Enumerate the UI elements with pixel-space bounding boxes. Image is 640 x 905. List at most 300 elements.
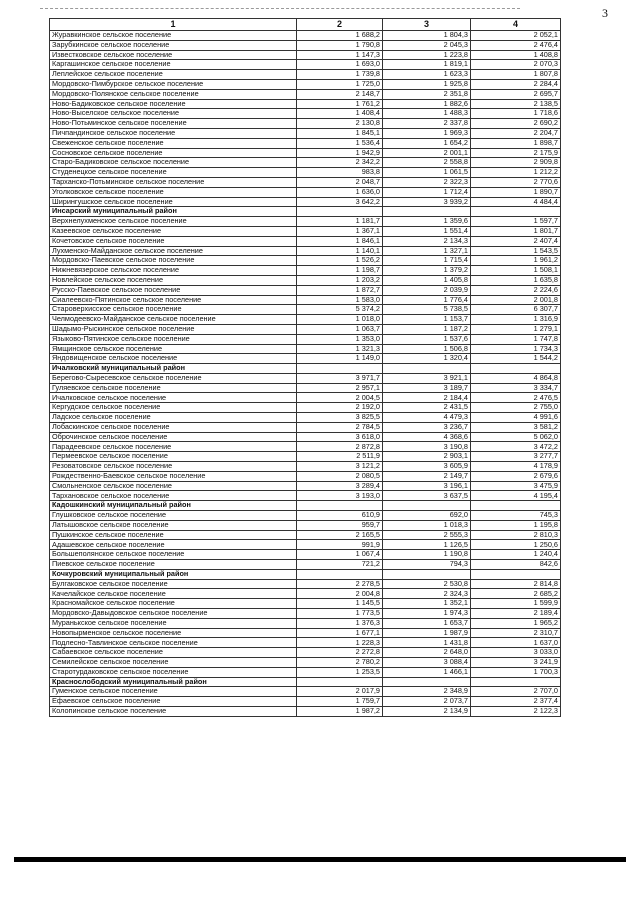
table-row	[50, 89, 561, 99]
settlement-name: Челмодеевско-Майданское сельское поселение	[50, 315, 297, 325]
empty-cell	[297, 364, 383, 374]
value-col-4: 2 685,2	[471, 589, 561, 599]
bottom-rule	[14, 857, 626, 862]
settlement-name: Казеевское сельское поселение	[50, 226, 297, 236]
settlement-name: Ново-Потьминское сельское поселение	[50, 119, 297, 129]
value-col-2: 1 739,8	[297, 70, 383, 80]
settlement-name: Лухменско-Майданское сельское поселение	[50, 246, 297, 256]
settlement-name: Старотурдаковское сельское поселение	[50, 667, 297, 677]
empty-cell	[383, 501, 471, 511]
table-row	[50, 99, 561, 109]
settlement-name: Пиевское сельское поселение	[50, 560, 297, 570]
value-col-2: 1 140,1	[297, 246, 383, 256]
value-col-4: 1 508,1	[471, 266, 561, 276]
value-col-2: 1 536,4	[297, 138, 383, 148]
empty-cell	[471, 207, 561, 217]
value-col-2: 3 642,2	[297, 197, 383, 207]
table-row	[50, 589, 561, 599]
value-col-3: 3 190,8	[383, 442, 471, 452]
table-row	[50, 706, 561, 716]
value-col-4: 2 476,5	[471, 393, 561, 403]
value-col-4: 2 476,4	[471, 40, 561, 50]
value-col-2: 991,9	[297, 540, 383, 550]
settlement-name: Качелайское сельское поселение	[50, 589, 297, 599]
value-col-3: 1 974,3	[383, 609, 471, 619]
value-col-4: 1 890,7	[471, 187, 561, 197]
settlement-name: Новопырменское сельское поселение	[50, 628, 297, 638]
value-col-4: 1 965,2	[471, 618, 561, 628]
table-row	[50, 60, 561, 70]
value-col-4: 842,6	[471, 560, 561, 570]
value-col-2: 3 121,2	[297, 462, 383, 472]
value-col-3: 2 648,0	[383, 648, 471, 658]
value-col-2: 2 148,7	[297, 89, 383, 99]
value-col-4: 1 250,6	[471, 540, 561, 550]
value-col-2: 2 272,8	[297, 648, 383, 658]
settlement-name: Зарубкинское сельское поселение	[50, 40, 297, 50]
settlement-name: Известковское сельское поселение	[50, 50, 297, 60]
table-row	[50, 344, 561, 354]
settlement-name: Новлейское сельское поселение	[50, 275, 297, 285]
table-row	[50, 40, 561, 50]
value-col-2: 3 971,7	[297, 373, 383, 383]
value-col-2: 1 321,3	[297, 344, 383, 354]
district-row	[50, 364, 561, 374]
value-col-4: 3 033,0	[471, 648, 561, 658]
settlement-name: Красномайское сельское поселение	[50, 599, 297, 609]
value-col-2: 1 583,0	[297, 295, 383, 305]
value-col-3: 1 379,2	[383, 266, 471, 276]
empty-cell	[297, 207, 383, 217]
table-row	[50, 422, 561, 432]
value-col-3: 1 488,3	[383, 109, 471, 119]
value-col-4: 3 241,9	[471, 658, 561, 668]
settlement-name: Муранькское сельское поселение	[50, 618, 297, 628]
value-col-3: 2 348,9	[383, 687, 471, 697]
settlement-name: Мордовско-Паевское сельское поселение	[50, 256, 297, 266]
value-col-4: 1 597,7	[471, 217, 561, 227]
value-col-2: 2 004,8	[297, 589, 383, 599]
value-col-2: 1 693,0	[297, 60, 383, 70]
value-col-4: 745,3	[471, 511, 561, 521]
value-col-2: 610,9	[297, 511, 383, 521]
value-col-4: 3 334,7	[471, 383, 561, 393]
settlement-name: Нижневязерское сельское поселение	[50, 266, 297, 276]
value-col-4: 2 707,0	[471, 687, 561, 697]
value-col-3: 1 819,1	[383, 60, 471, 70]
value-col-4: 2 284,4	[471, 79, 561, 89]
value-col-3: 3 236,7	[383, 422, 471, 432]
settlement-name: Латышовское сельское поселение	[50, 520, 297, 530]
table-row	[50, 197, 561, 207]
value-col-2: 1 526,2	[297, 256, 383, 266]
table-row	[50, 50, 561, 60]
data-table	[49, 18, 561, 717]
table-row	[50, 609, 561, 619]
value-col-4: 2 679,6	[471, 471, 561, 481]
value-col-3: 1 126,5	[383, 540, 471, 550]
table-row	[50, 373, 561, 383]
table-row	[50, 285, 561, 295]
header-row	[50, 19, 561, 31]
table-row	[50, 618, 561, 628]
settlement-name: Берегово-Сыресевское сельское поселение	[50, 373, 297, 383]
value-col-3: 3 637,5	[383, 491, 471, 501]
value-col-4: 1 279,1	[471, 324, 561, 334]
value-col-2: 1 845,1	[297, 128, 383, 138]
settlement-name: Ладское сельское поселение	[50, 413, 297, 423]
settlement-name: Кергудское сельское поселение	[50, 403, 297, 413]
settlement-name: Тархановское сельское поселение	[50, 491, 297, 501]
value-col-2: 983,8	[297, 168, 383, 178]
table-row	[50, 432, 561, 442]
value-col-2: 1 198,7	[297, 266, 383, 276]
settlement-name: Леплейское сельское поселение	[50, 70, 297, 80]
settlement-name: Уголковское сельское поселение	[50, 187, 297, 197]
empty-cell	[297, 501, 383, 511]
table-row	[50, 599, 561, 609]
value-col-4: 2 377,4	[471, 697, 561, 707]
table-row	[50, 324, 561, 334]
value-col-4: 1 316,9	[471, 315, 561, 325]
settlement-name: Пушкинское сельское поселение	[50, 530, 297, 540]
value-col-3: 1 153,7	[383, 315, 471, 325]
value-col-4: 1 747,8	[471, 334, 561, 344]
settlement-name: Адашевское сельское поселение	[50, 540, 297, 550]
value-col-4: 2 755,0	[471, 403, 561, 413]
value-col-4: 2 070,3	[471, 60, 561, 70]
value-col-3: 1 061,5	[383, 168, 471, 178]
settlement-name: Староверхисское сельское поселение	[50, 305, 297, 315]
value-col-3: 3 921,1	[383, 373, 471, 383]
empty-cell	[297, 677, 383, 687]
settlement-name: Глушковское сельское поселение	[50, 511, 297, 521]
settlement-name: Мордовско-Полянское сельское поселение	[50, 89, 297, 99]
value-col-3: 4 479,3	[383, 413, 471, 423]
value-col-2: 1 228,3	[297, 638, 383, 648]
table-row	[50, 520, 561, 530]
table-body	[50, 31, 561, 717]
value-col-3: 2 322,3	[383, 177, 471, 187]
value-col-4: 2 122,3	[471, 706, 561, 716]
settlement-name: Гуляевское сельское поселение	[50, 383, 297, 393]
table-row	[50, 403, 561, 413]
table-row	[50, 413, 561, 423]
table-row	[50, 109, 561, 119]
value-col-3: 1 320,4	[383, 354, 471, 364]
value-col-2: 1 145,5	[297, 599, 383, 609]
value-col-4: 1 195,8	[471, 520, 561, 530]
value-col-2: 1 376,3	[297, 618, 383, 628]
district-row	[50, 569, 561, 579]
settlement-name: Кочетовское сельское поселение	[50, 236, 297, 246]
value-col-2: 3 825,5	[297, 413, 383, 423]
value-col-3: 3 088,4	[383, 658, 471, 668]
value-col-2: 959,7	[297, 520, 383, 530]
value-col-2: 1 942,9	[297, 148, 383, 158]
value-col-2: 1 063,7	[297, 324, 383, 334]
value-col-4: 4 195,4	[471, 491, 561, 501]
district-row	[50, 501, 561, 511]
settlement-name: Смольненское сельское поселение	[50, 481, 297, 491]
value-col-3: 1 551,4	[383, 226, 471, 236]
table-row	[50, 462, 561, 472]
value-col-3: 1 537,6	[383, 334, 471, 344]
value-col-3: 2 530,8	[383, 579, 471, 589]
value-col-2: 1 408,4	[297, 109, 383, 119]
table-row	[50, 246, 561, 256]
table-row	[50, 128, 561, 138]
value-col-2: 1 636,0	[297, 187, 383, 197]
table-row	[50, 687, 561, 697]
settlement-name: Большеполянское сельское поселение	[50, 550, 297, 560]
value-col-4: 1 212,2	[471, 168, 561, 178]
table-row	[50, 226, 561, 236]
settlement-name: Верхнелухменское сельское поселение	[50, 217, 297, 227]
value-col-2: 1 773,5	[297, 609, 383, 619]
table-row	[50, 177, 561, 187]
value-col-2: 1 018,0	[297, 315, 383, 325]
value-col-4: 2 407,4	[471, 236, 561, 246]
value-col-4: 1 801,7	[471, 226, 561, 236]
table-row	[50, 697, 561, 707]
value-col-3: 1 466,1	[383, 667, 471, 677]
value-col-3: 1 969,3	[383, 128, 471, 138]
value-col-4: 2 224,6	[471, 285, 561, 295]
page-number: 3	[602, 6, 608, 20]
table-row	[50, 579, 561, 589]
table-row	[50, 442, 561, 452]
value-col-3: 1 506,8	[383, 344, 471, 354]
value-col-2: 1 987,2	[297, 706, 383, 716]
value-col-3: 4 368,6	[383, 432, 471, 442]
value-col-2: 2 080,5	[297, 471, 383, 481]
table-row	[50, 315, 561, 325]
value-col-4: 3 475,9	[471, 481, 561, 491]
table-row	[50, 70, 561, 80]
settlement-name: Сиалеевско-Пятинское сельское поселение	[50, 295, 297, 305]
value-col-2: 1 367,1	[297, 226, 383, 236]
value-col-2: 2 048,7	[297, 177, 383, 187]
settlement-name: Русско-Паевское сельское поселение	[50, 285, 297, 295]
value-col-4: 4 991,6	[471, 413, 561, 423]
value-col-4: 2 770,6	[471, 177, 561, 187]
value-col-2: 1 677,1	[297, 628, 383, 638]
table-row	[50, 511, 561, 521]
value-col-2: 1 872,7	[297, 285, 383, 295]
value-col-4: 1 408,8	[471, 50, 561, 60]
district-name: Ичалковский муниципальный район	[50, 364, 297, 374]
value-col-2: 2 165,5	[297, 530, 383, 540]
value-col-4: 4 864,8	[471, 373, 561, 383]
settlement-name: Сосновское сельское поселение	[50, 148, 297, 158]
district-row	[50, 677, 561, 687]
value-col-3: 1 653,7	[383, 618, 471, 628]
value-col-2: 2 511,9	[297, 452, 383, 462]
table-row	[50, 79, 561, 89]
value-col-4: 1 734,3	[471, 344, 561, 354]
settlement-name: Каргашинское сельское поселение	[50, 60, 297, 70]
value-col-2: 1 353,0	[297, 334, 383, 344]
table-row	[50, 138, 561, 148]
value-col-3: 1 327,1	[383, 246, 471, 256]
value-col-2: 1 067,4	[297, 550, 383, 560]
value-col-3: 2 351,8	[383, 89, 471, 99]
table-row	[50, 481, 561, 491]
empty-cell	[383, 677, 471, 687]
empty-cell	[297, 569, 383, 579]
table-row	[50, 266, 561, 276]
settlement-name: Парадеевское сельское поселение	[50, 442, 297, 452]
settlement-name: Резоватовское сельское поселение	[50, 462, 297, 472]
settlement-name: Гуменское сельское поселение	[50, 687, 297, 697]
value-col-2: 2 780,2	[297, 658, 383, 668]
header-col-4: 4	[471, 19, 561, 31]
table-row	[50, 658, 561, 668]
value-col-3: 2 073,7	[383, 697, 471, 707]
value-col-3: 1 405,8	[383, 275, 471, 285]
value-col-2: 2 957,1	[297, 383, 383, 393]
value-col-3: 2 184,4	[383, 393, 471, 403]
value-col-2: 2 130,8	[297, 119, 383, 129]
value-col-4: 1 635,8	[471, 275, 561, 285]
value-col-2: 1 181,7	[297, 217, 383, 227]
table-row	[50, 471, 561, 481]
value-col-2: 1 147,3	[297, 50, 383, 60]
value-col-2: 1 688,2	[297, 31, 383, 41]
value-col-3: 1 925,8	[383, 79, 471, 89]
settlement-name: Подлесно-Тавлинское сельское поселение	[50, 638, 297, 648]
value-col-3: 1 987,9	[383, 628, 471, 638]
value-col-2: 2 004,5	[297, 393, 383, 403]
settlement-name: Ново-Бадиковское сельское поселение	[50, 99, 297, 109]
value-col-3: 2 001,1	[383, 148, 471, 158]
table-row	[50, 295, 561, 305]
table-row	[50, 275, 561, 285]
settlement-name: Старо-Бадиковское сельское поселение	[50, 158, 297, 168]
value-col-4: 2 814,8	[471, 579, 561, 589]
value-col-4: 1 807,8	[471, 70, 561, 80]
value-col-4: 3 277,7	[471, 452, 561, 462]
value-col-2: 1 149,0	[297, 354, 383, 364]
value-col-3: 2 431,5	[383, 403, 471, 413]
value-col-4: 2 690,2	[471, 119, 561, 129]
value-col-4: 2 175,9	[471, 148, 561, 158]
settlement-name: Сабаевское сельское поселение	[50, 648, 297, 658]
settlement-name: Мордовско-Пимбурское сельское поселение	[50, 79, 297, 89]
value-col-3: 3 189,7	[383, 383, 471, 393]
district-row	[50, 207, 561, 217]
value-col-4: 1 240,4	[471, 550, 561, 560]
value-col-2: 3 618,0	[297, 432, 383, 442]
value-col-2: 721,2	[297, 560, 383, 570]
table-row	[50, 452, 561, 462]
value-col-2: 1 203,2	[297, 275, 383, 285]
value-col-2: 3 193,0	[297, 491, 383, 501]
empty-cell	[471, 677, 561, 687]
value-col-2: 5 374,2	[297, 305, 383, 315]
value-col-4: 2 189,4	[471, 609, 561, 619]
value-col-2: 2 278,5	[297, 579, 383, 589]
value-col-4: 1 599,9	[471, 599, 561, 609]
value-col-4: 1 700,3	[471, 667, 561, 677]
value-col-4: 4 178,9	[471, 462, 561, 472]
value-col-4: 1 544,2	[471, 354, 561, 364]
table-row	[50, 31, 561, 41]
value-col-2: 2 784,5	[297, 422, 383, 432]
value-col-3: 1 223,8	[383, 50, 471, 60]
value-col-3: 2 149,7	[383, 471, 471, 481]
value-col-3: 2 045,3	[383, 40, 471, 50]
value-col-3: 1 654,2	[383, 138, 471, 148]
value-col-3: 1 187,2	[383, 324, 471, 334]
empty-cell	[383, 569, 471, 579]
table-row	[50, 119, 561, 129]
value-col-2: 3 289,4	[297, 481, 383, 491]
value-col-4: 2 204,7	[471, 128, 561, 138]
settlement-name: Колопинское сельское поселение	[50, 706, 297, 716]
value-col-4: 2 001,8	[471, 295, 561, 305]
value-col-4: 3 472,2	[471, 442, 561, 452]
table-row	[50, 305, 561, 315]
value-col-2: 2 017,9	[297, 687, 383, 697]
district-name: Кадошкинский муниципальный район	[50, 501, 297, 511]
empty-cell	[383, 207, 471, 217]
value-col-4: 1 961,2	[471, 256, 561, 266]
table-row	[50, 530, 561, 540]
table-row	[50, 648, 561, 658]
value-col-4: 1 718,6	[471, 109, 561, 119]
table-row	[50, 550, 561, 560]
settlement-name: Булгаковское сельское поселение	[50, 579, 297, 589]
settlement-name: Свеженское сельское поселение	[50, 138, 297, 148]
value-col-4: 1 637,0	[471, 638, 561, 648]
settlement-name: Пермеевское сельское поселение	[50, 452, 297, 462]
table-row	[50, 540, 561, 550]
table-row	[50, 334, 561, 344]
settlement-name: Студенецкое сельское поселение	[50, 168, 297, 178]
settlement-name: Ичалковское сельское поселение	[50, 393, 297, 403]
value-col-3: 1 712,4	[383, 187, 471, 197]
table-row	[50, 158, 561, 168]
value-col-3: 1 352,1	[383, 599, 471, 609]
value-col-3: 1 190,8	[383, 550, 471, 560]
value-col-3: 1 623,3	[383, 70, 471, 80]
value-col-2: 2 872,8	[297, 442, 383, 452]
settlement-name: Ново-Выселское сельское поселение	[50, 109, 297, 119]
settlement-name: Яндовищенское сельское поселение	[50, 354, 297, 364]
settlement-name: Мордовско-Давыдовское сельское поселение	[50, 609, 297, 619]
table-row	[50, 638, 561, 648]
value-col-3: 2 555,3	[383, 530, 471, 540]
value-col-2: 1 725,0	[297, 79, 383, 89]
settlement-name: Языково-Пятинское сельское поселение	[50, 334, 297, 344]
district-name: Инсарский муниципальный район	[50, 207, 297, 217]
empty-cell	[471, 569, 561, 579]
settlement-name: Ямщинское сельское поселение	[50, 344, 297, 354]
value-col-3: 3 605,9	[383, 462, 471, 472]
settlement-name: Рождественно-Баевское сельское поселение	[50, 471, 297, 481]
value-col-3: 1 431,8	[383, 638, 471, 648]
value-col-2: 1 846,1	[297, 236, 383, 246]
value-col-3: 2 337,8	[383, 119, 471, 129]
settlement-name: Оброчинское сельское поселение	[50, 432, 297, 442]
table-row	[50, 217, 561, 227]
value-col-3: 2 134,9	[383, 706, 471, 716]
value-col-2: 2 192,0	[297, 403, 383, 413]
value-col-4: 1 898,7	[471, 138, 561, 148]
district-name: Кочкуровский муниципальный район	[50, 569, 297, 579]
